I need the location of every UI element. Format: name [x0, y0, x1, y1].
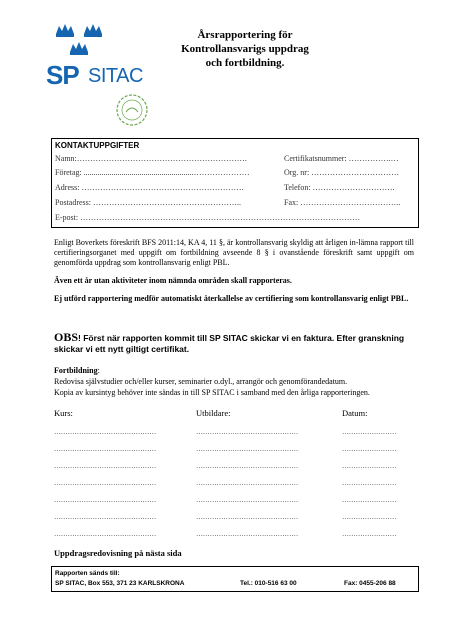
three-crowns-icon — [50, 20, 110, 60]
kurs-entry[interactable]: ……………………………………… — [54, 462, 157, 470]
fortbildning-section — [54, 366, 414, 376]
utbildare-entry[interactable]: ……………………………………… — [196, 530, 299, 538]
obs-text: ! Först när rapporten kommit till SP SITAC skickar vi en faktura. Efter granskning skickar vi ett nytt giltigt certifikat. — [54, 333, 405, 354]
fax-field[interactable]: Fax: ……………………………….. — [284, 198, 401, 207]
name-field[interactable]: Namn:………………………………………………………. — [55, 154, 247, 163]
utbildare-entry[interactable]: ……………………………………… — [196, 428, 299, 436]
datum-entry[interactable]: …………………… — [342, 479, 397, 487]
title-line-1: Årsrapportering för — [197, 29, 293, 41]
title-line-2: Kontrollansvarigs uppdrag — [181, 43, 309, 55]
certification-seal-icon — [114, 92, 150, 128]
org-number-field[interactable]: Org. nr: …………………………… — [284, 168, 400, 177]
note-report-even-empty: Även ett år utan aktiviteter inom nämnda områden skall rapporteras. — [54, 276, 292, 285]
company-field[interactable]: Företag: .......................................................………………… — [55, 168, 250, 177]
logo-sitac-text: SITAC — [88, 65, 143, 87]
send-to-box — [51, 566, 419, 592]
utbildare-column-header: Utbildare: — [196, 408, 231, 418]
send-to-address: SP SITAC, Box 553, 371 23 KARLSKRONA — [55, 580, 185, 587]
utbildare-entry[interactable]: ……………………………………… — [196, 445, 299, 453]
contact-heading: KONTAKTUPPGIFTER — [55, 141, 140, 150]
address-field[interactable]: Adress: ……………………………………………………. — [55, 183, 244, 192]
kurs-entry[interactable]: ……………………………………… — [54, 496, 157, 504]
fortbildning-heading: Fortbildning — [54, 366, 98, 375]
kurs-entry[interactable]: ……………………………………… — [54, 479, 157, 487]
obs-word: OBS — [54, 330, 79, 344]
obs-notice — [54, 332, 416, 355]
fortbildning-line-2: Kopia av kursintyg behöver inte sändas in till SP SITAC i samband med den årliga rapporteringen. — [54, 388, 370, 397]
kurs-entry[interactable]: ……………………………………… — [54, 513, 157, 521]
next-page-note: Uppdragsredovisning på nästa sida — [54, 548, 182, 558]
send-to-fax: Fax: 0455-206 88 — [344, 580, 396, 587]
email-field[interactable]: E-post: …………………………………………………………………………………………… — [55, 213, 361, 222]
send-to-phone: Tel.: 010-516 63 00 — [240, 580, 297, 587]
datum-entry[interactable]: …………………… — [342, 513, 397, 521]
fortbildning-colon: : — [97, 366, 100, 375]
postal-address-field[interactable]: Postadress: ……………………………………………….. — [55, 198, 241, 207]
datum-entry[interactable]: …………………… — [342, 462, 397, 470]
logo-sp-text: SP — [46, 60, 79, 90]
contact-info-box — [51, 138, 419, 228]
datum-entry[interactable]: …………………… — [342, 496, 397, 504]
certificate-number-field[interactable]: Certifikatsnummer: …………….… — [284, 154, 399, 163]
phone-field[interactable]: Telefon: …………………………. — [284, 183, 395, 192]
note-revocation: Ej utförd rapportering medför automatiskt återkallelse av certifiering som kontrollansvarig enligt PBL. — [54, 294, 409, 303]
datum-entry[interactable]: …………………… — [342, 428, 397, 436]
utbildare-entry[interactable]: ……………………………………… — [196, 479, 299, 487]
title-line-3: och fortbildning. — [205, 57, 285, 69]
utbildare-entry[interactable]: ……………………………………… — [196, 496, 299, 504]
send-to-label: Rapporten sänds till: — [55, 570, 120, 577]
kurs-column-header: Kurs: — [54, 408, 73, 418]
utbildare-entry[interactable]: ……………………………………… — [196, 513, 299, 521]
kurs-entry[interactable]: ……………………………………… — [54, 428, 157, 436]
kurs-entry[interactable]: ……………………………………… — [54, 530, 157, 538]
fortbildning-line-1: Redovisa självstudier och/eller kurser, seminarier o.dyl., arrangör och genomförandedatum. — [54, 377, 348, 386]
sp-sitac-logo — [44, 20, 154, 120]
datum-entry[interactable]: …………………… — [342, 445, 397, 453]
datum-column-header: Datum: — [342, 408, 368, 418]
utbildare-entry[interactable]: ……………………………………… — [196, 462, 299, 470]
datum-entry[interactable]: …………………… — [342, 530, 397, 538]
page-title — [170, 28, 320, 70]
kurs-entry[interactable]: ……………………………………… — [54, 445, 157, 453]
intro-paragraph: Enligt Boverkets föreskrift BFS 2011:14, KA 4, 11 §, är kontrollansvarig skyldig att årligen in-lämna rapport till certifieringsorganet med uppgift om fortbildning avseende 8 § i ovanstående föreskrift samt uppgift om genomförda uppdrag som kontrollansvarig enligt PBL. — [54, 238, 414, 267]
